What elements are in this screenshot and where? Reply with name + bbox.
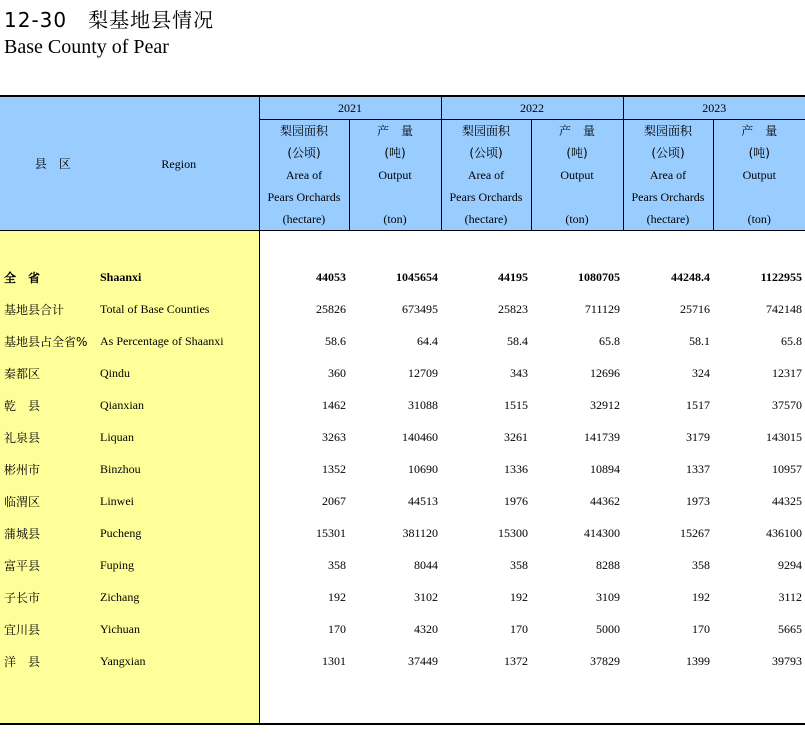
value-cell: 1399 xyxy=(686,653,710,668)
value-cell: 2067 xyxy=(322,493,346,508)
value-cell: 3109 xyxy=(596,589,620,604)
region-name-cn: 基地县占全省% xyxy=(0,325,98,357)
area-header: 梨园面积 (公顷) Area of Pears Orchards (hectare) xyxy=(441,120,531,231)
table-row xyxy=(0,293,805,325)
value-cell: 1045654 xyxy=(396,269,438,284)
value-cell: 673495 xyxy=(402,301,438,316)
value-cell: 10957 xyxy=(772,461,802,476)
value-cell: 1517 xyxy=(686,397,710,412)
value-cell: 436100 xyxy=(766,525,802,540)
value-cell: 31088 xyxy=(408,397,438,412)
region-name-cn: 基地县合计 xyxy=(0,293,98,325)
value-cell: 343 xyxy=(510,365,528,380)
value-cell: 192 xyxy=(510,589,528,604)
value-cell: 170 xyxy=(510,621,528,636)
region-header-en: Region xyxy=(161,157,197,171)
value-cell: 12317 xyxy=(772,365,802,380)
value-cell: 742148 xyxy=(766,301,802,316)
table-row xyxy=(0,453,805,485)
value-cell: 37449 xyxy=(408,653,438,668)
value-cell: 1080705 xyxy=(578,269,620,284)
value-cell: 1301 xyxy=(322,653,346,668)
value-cell: 65.8 xyxy=(781,333,802,348)
value-cell: 358 xyxy=(510,557,528,572)
value-cell: 1352 xyxy=(322,461,346,476)
value-cell: 58.4 xyxy=(507,333,528,348)
value-cell: 15300 xyxy=(498,525,528,540)
region-name-en: Liquan xyxy=(98,421,259,453)
value-cell: 65.8 xyxy=(599,333,620,348)
region-name-cn: 子长市 xyxy=(0,581,98,613)
region-name-cn: 宜川县 xyxy=(0,613,98,645)
value-cell: 58.6 xyxy=(325,333,346,348)
value-cell: 64.4 xyxy=(417,333,438,348)
value-cell: 25826 xyxy=(316,301,346,316)
table-row xyxy=(0,261,805,293)
table-title-en: Base County of Pear xyxy=(4,36,169,58)
table-row xyxy=(0,645,805,677)
value-cell: 44513 xyxy=(408,493,438,508)
value-cell: 3179 xyxy=(686,429,710,444)
value-cell: 3263 xyxy=(322,429,346,444)
value-cell: 37829 xyxy=(590,653,620,668)
value-cell: 44325 xyxy=(772,493,802,508)
value-cell: 141739 xyxy=(584,429,620,444)
year-header-2023: 2023 xyxy=(623,96,805,120)
value-cell: 358 xyxy=(328,557,346,572)
value-cell: 15267 xyxy=(680,525,710,540)
value-cell: 3261 xyxy=(504,429,528,444)
year-header-2022: 2022 xyxy=(441,96,623,120)
value-cell: 15301 xyxy=(316,525,346,540)
value-cell: 1372 xyxy=(504,653,528,668)
table-number-title-cn: 12-30 梨基地县情况 xyxy=(4,8,215,32)
value-cell: 44248.4 xyxy=(671,269,710,284)
value-cell: 1462 xyxy=(322,397,346,412)
value-cell: 324 xyxy=(692,365,710,380)
value-cell: 37570 xyxy=(772,397,802,412)
table-row xyxy=(0,357,805,389)
value-cell: 1976 xyxy=(504,493,528,508)
value-cell: 10690 xyxy=(408,461,438,476)
value-cell: 12709 xyxy=(408,365,438,380)
region-name-en: Qianxian xyxy=(98,389,259,421)
region-name-cn: 礼泉县 xyxy=(0,421,98,453)
table-row xyxy=(0,581,805,613)
region-name-cn: 洋 县 xyxy=(0,645,98,677)
value-cell: 3112 xyxy=(778,589,802,604)
value-cell: 3102 xyxy=(414,589,438,604)
region-name-cn: 临渭区 xyxy=(0,485,98,517)
value-cell: 44362 xyxy=(590,493,620,508)
table-row xyxy=(0,549,805,581)
table-row xyxy=(0,517,805,549)
area-header: 梨园面积 (公顷) Area of Pears Orchards (hectare) xyxy=(259,120,349,231)
region-name-en: Yichuan xyxy=(98,613,259,645)
region-name-en: Qindu xyxy=(98,357,259,389)
table-row xyxy=(0,389,805,421)
value-cell: 25823 xyxy=(498,301,528,316)
region-name-cn: 乾 县 xyxy=(0,389,98,421)
table-row xyxy=(0,325,805,357)
value-cell: 44053 xyxy=(316,269,346,284)
value-cell: 140460 xyxy=(402,429,438,444)
value-cell: 381120 xyxy=(402,525,438,540)
value-cell: 414300 xyxy=(584,525,620,540)
table-row xyxy=(0,485,805,517)
value-cell: 360 xyxy=(328,365,346,380)
value-cell: 358 xyxy=(692,557,710,572)
value-cell: 1122955 xyxy=(760,269,802,284)
region-name-cn: 彬州市 xyxy=(0,453,98,485)
region-name-en: Yangxian xyxy=(98,645,259,677)
region-name-en: Binzhou xyxy=(98,453,259,485)
value-cell: 58.1 xyxy=(689,333,710,348)
year-header-2021: 2021 xyxy=(259,96,441,120)
value-cell: 711129 xyxy=(584,301,620,316)
value-cell: 32912 xyxy=(590,397,620,412)
value-cell: 170 xyxy=(692,621,710,636)
value-cell: 1515 xyxy=(504,397,528,412)
value-cell: 192 xyxy=(328,589,346,604)
value-cell: 12696 xyxy=(590,365,620,380)
region-name-en: Zichang xyxy=(98,581,259,613)
region-name-en: Pucheng xyxy=(98,517,259,549)
pear-base-county-table xyxy=(0,95,805,725)
value-cell: 9294 xyxy=(778,557,802,572)
output-header: 产 量 (吨) Output (ton) xyxy=(531,120,623,231)
region-name-cn: 富平县 xyxy=(0,549,98,581)
output-header: 产 量 (吨) Output (ton) xyxy=(713,120,805,231)
region-name-en: Linwei xyxy=(98,485,259,517)
region-name-cn: 蒲城县 xyxy=(0,517,98,549)
value-cell: 192 xyxy=(692,589,710,604)
value-cell: 170 xyxy=(328,621,346,636)
region-name-en: As Percentage of Shaanxi xyxy=(98,325,259,357)
region-name-cn: 秦都区 xyxy=(0,357,98,389)
region-name-en: Shaanxi xyxy=(98,261,259,293)
region-name-en: Total of Base Counties xyxy=(98,293,259,325)
region-header xyxy=(0,96,259,231)
value-cell: 143015 xyxy=(766,429,802,444)
output-header: 产 量 (吨) Output (ton) xyxy=(349,120,441,231)
value-cell: 5665 xyxy=(778,621,802,636)
table-row xyxy=(0,613,805,645)
value-cell: 39793 xyxy=(772,653,802,668)
value-cell: 8288 xyxy=(596,557,620,572)
value-cell: 1973 xyxy=(686,493,710,508)
region-name-cn: 全 省 xyxy=(0,261,98,293)
value-cell: 4320 xyxy=(414,621,438,636)
area-header: 梨园面积 (公顷) Area of Pears Orchards (hectare) xyxy=(623,120,713,231)
value-cell: 25716 xyxy=(680,301,710,316)
value-cell: 5000 xyxy=(596,621,620,636)
value-cell: 44195 xyxy=(498,269,528,284)
value-cell: 8044 xyxy=(414,557,438,572)
region-name-en: Fuping xyxy=(98,549,259,581)
value-cell: 1336 xyxy=(504,461,528,476)
region-header-cn: 县 区 xyxy=(34,157,71,171)
table-row xyxy=(0,421,805,453)
value-cell: 10894 xyxy=(590,461,620,476)
value-cell: 1337 xyxy=(686,461,710,476)
